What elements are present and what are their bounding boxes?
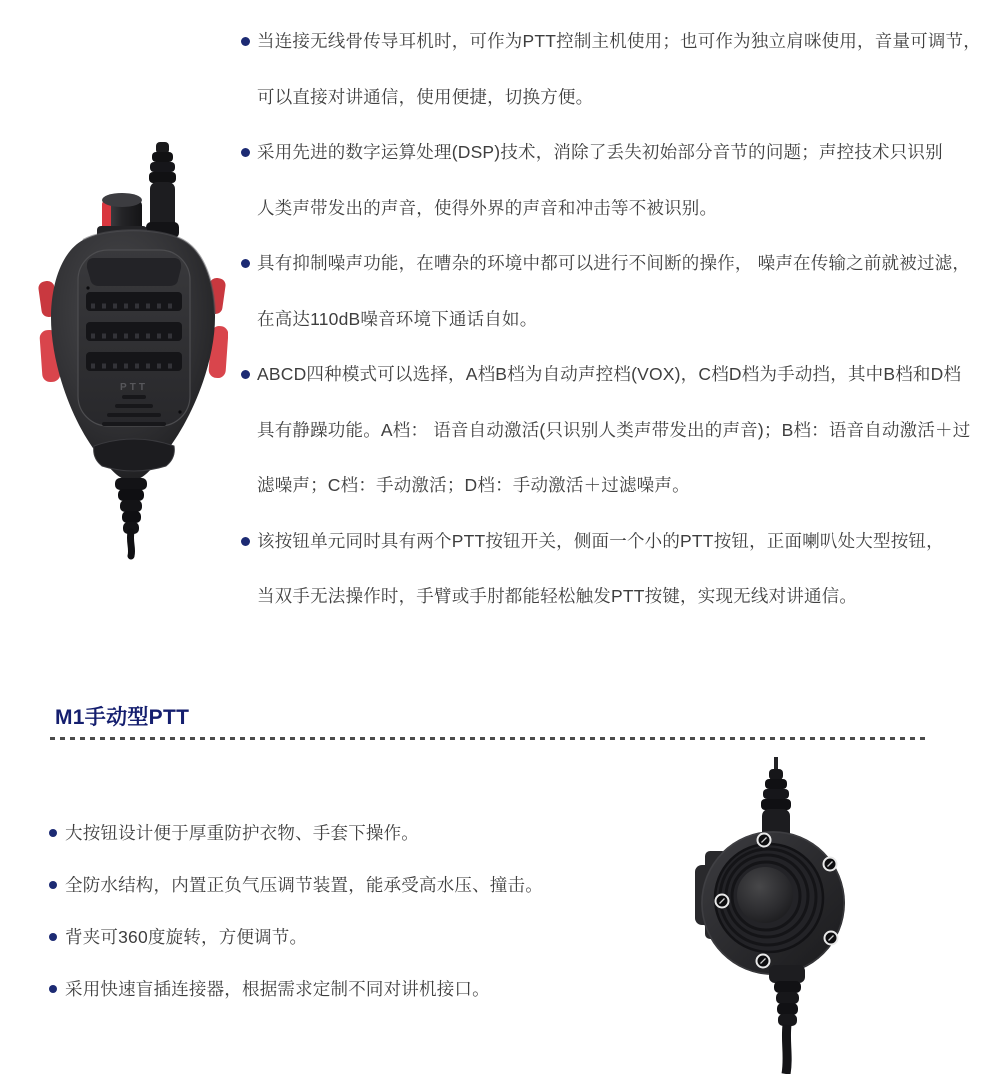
bullet-dot xyxy=(241,537,250,546)
feature-list-top xyxy=(241,14,996,625)
feature-bullet xyxy=(241,347,996,514)
round-ptt-illustration xyxy=(665,757,965,1074)
m1-section-title: M1手动型PTT xyxy=(55,706,190,729)
feature-line: ABCD四种模式可以选择，A档B档为自动声控档(VOX)，C档D档为手动挡，其中B档和D档 xyxy=(257,364,962,384)
feature-line: 采用快速盲插连接器，根据需求定制不同对讲机接口。 xyxy=(65,979,490,999)
bullet-dot xyxy=(241,148,250,157)
bullet-lines xyxy=(65,911,649,963)
feature-line: 全防水结构，内置正负气压调节装置，能承受高水压、撞击。 xyxy=(65,875,543,895)
feature-line: 滤噪声；C档：手动激活；D档：手动激活＋过滤噪声。 xyxy=(257,475,690,495)
speaker-mic-photo xyxy=(28,128,228,560)
bullet-dot xyxy=(49,881,57,889)
bullet-dot xyxy=(241,370,250,379)
mic-ptt-label: PTT xyxy=(120,382,148,393)
bullet-lines xyxy=(257,347,996,514)
mic-top-connector xyxy=(146,142,179,238)
bullet-dot xyxy=(241,259,250,268)
bullet-dot xyxy=(49,829,57,837)
feature-bullet xyxy=(49,807,649,859)
feature-bullet xyxy=(241,125,996,236)
feature-bullet xyxy=(241,236,996,347)
bullet-lines xyxy=(65,859,649,911)
bullet-lines xyxy=(257,236,996,347)
feature-line: 在高达110dB噪音环境下通话自如。 xyxy=(257,308,538,329)
dashed-divider xyxy=(50,737,928,740)
bullet-dot xyxy=(241,37,250,46)
bullet-lines xyxy=(65,963,649,1015)
speaker-mic-illustration xyxy=(28,128,228,560)
bullet-lines xyxy=(65,807,649,859)
feature-line: 背夹可360度旋转，方便调节。 xyxy=(65,927,308,947)
feature-line: 大按钮设计便于厚重防护衣物、手套下操作。 xyxy=(65,823,419,843)
feature-line: 人类声带发出的声音，使得外界的声音和冲击等不被识别。 xyxy=(257,197,718,218)
bullet-dot xyxy=(49,933,57,941)
feature-bullet xyxy=(49,963,649,1015)
feature-line: 采用先进的数字运算处理(DSP)技术，消除了丢失初始部分音节的问题；声控技术只识别 xyxy=(257,142,943,162)
feature-line: 具有静躁功能。A档： 语音自动激活(只识别人类声带发出的声音)；B档：语音自动激活＋过 xyxy=(257,419,971,440)
bullet-dot xyxy=(49,985,57,993)
mic-bottom-cable xyxy=(115,478,147,556)
feature-bullet xyxy=(49,911,649,963)
bullet-lines xyxy=(257,125,996,236)
feature-line: 当连接无线骨传导耳机时，可作为PTT控制主机使用；也可作为独立肩咪使用，音量可调节， xyxy=(257,31,981,51)
feature-bullet xyxy=(241,514,996,625)
mic-front-ptt-button xyxy=(94,439,175,471)
feature-line: 可以直接对讲通信，使用便捷，切换方便。 xyxy=(257,86,594,107)
feature-line: 该按钮单元同时具有两个PTT按钮开关，侧面一个小的PTT按钮，正面喇叭处大型按钮， xyxy=(257,530,944,551)
feature-line: 具有抑制噪声功能，在嘈杂的环境中都可以进行不间断的操作， 噪声在传输之前就被过滤， xyxy=(257,253,971,273)
bullet-lines xyxy=(257,14,996,125)
feature-bullet xyxy=(241,14,996,125)
feature-bullet xyxy=(49,859,649,911)
round-bottom-cable xyxy=(769,965,805,1074)
round-ptt-photo xyxy=(665,757,965,1074)
feature-line: 当双手无法操作时，手臂或手肘都能轻松触发PTT按键，实现无线对讲通信。 xyxy=(257,586,858,606)
feature-list-m1 xyxy=(49,807,649,1015)
mic-speaker-grille xyxy=(86,292,182,371)
bullet-lines xyxy=(257,514,996,625)
